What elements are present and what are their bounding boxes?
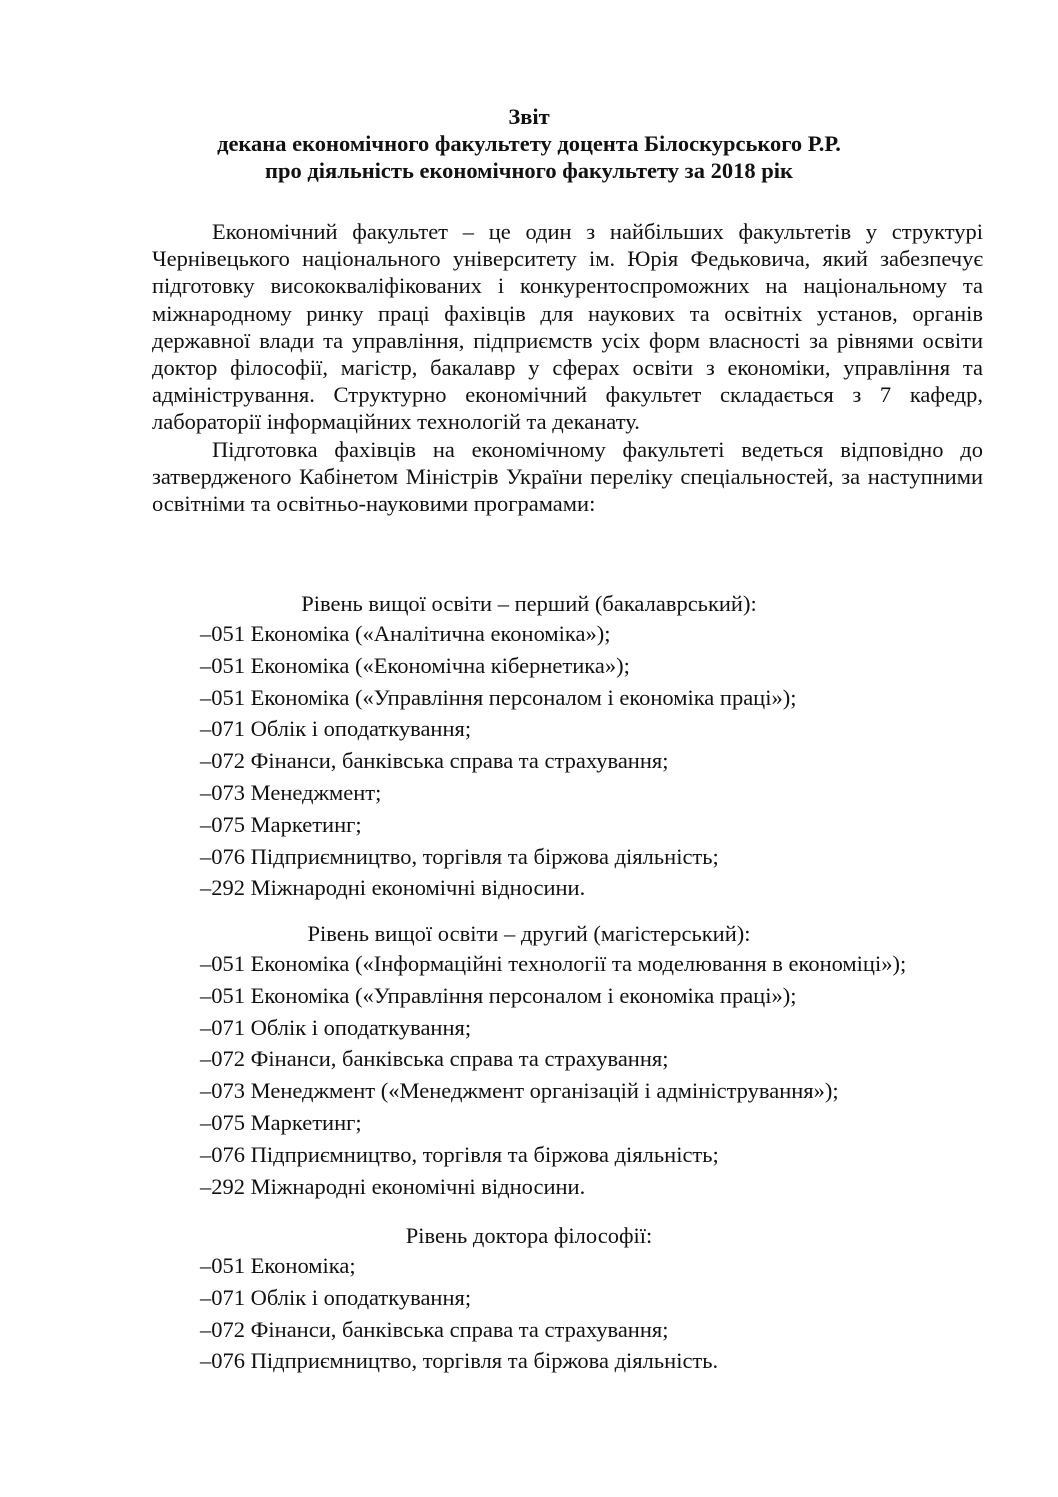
list-item: –076 Підприємництво, торгівля та біржова діяльність; — [200, 1141, 719, 1167]
report-title — [0, 103, 1058, 184]
list-item: –051 Економіка («Управління персоналом і економіка праці»); — [200, 684, 797, 710]
paragraph: Економічний факультет – це один з найбільших факультетів у структурі Чернівецького національного університету ім. Юрія Федьковича, який забезпечує підготовку висококваліфікованих і конкурентоспроможних на національному та міжнародному ринку праці фахівців для наукових та освітніх установ, органів державної влади та управління, підприємств усіх форм власності за рівнями освіти доктор філософії, магістр, бакалавр у сферах освіти з економіки, управління та адміністрування. Структурно економічний факультет складається з 7 кафедр, лабораторії інформаційних технологій та деканату. — [152, 219, 983, 435]
title-line-3: про діяльність економічного факультету за 2018 рік — [265, 158, 793, 183]
list-item: –051 Економіка («Інформаційні технології та моделювання в економіці»); — [200, 951, 907, 976]
program-list-bachelor — [200, 618, 796, 904]
list-item: –073 Менеджмент («Менеджмент організацій і адміністрування»); — [200, 1078, 839, 1104]
intro-text — [152, 218, 983, 517]
paragraph: Підготовка фахівців на економічному факультеті ведеться відповідно до затвердженого Кабінетом Міністрів України переліку спеціальностей, за наступними освітніми та освітньо-науковими програмами: — [152, 436, 983, 517]
title-line-1: Звіт — [508, 104, 550, 129]
list-item: –076 Підприємництво, торгівля та біржова діяльність. — [200, 1348, 719, 1374]
level-heading-master: Рівень вищої освіти – другий (магістерський): — [307, 921, 751, 946]
list-item: –072 Фінанси, банківська справа та страхування; — [200, 1046, 669, 1072]
program-list-master — [200, 948, 906, 1202]
list-item: –073 Менеджмент; — [200, 779, 382, 805]
level-heading-bachelor: Рівень вищої освіти – перший (бакалаврський): — [301, 591, 757, 616]
list-item: –075 Маркетинг; — [200, 1109, 362, 1135]
list-item: –051 Економіка («Управління персоналом і економіка праці»); — [200, 982, 797, 1008]
list-item: –071 Облік і оподаткування; — [200, 1014, 472, 1040]
list-item: –292 Міжнародні економічні відносини. — [200, 875, 586, 901]
list-item: –076 Підприємництво, торгівля та біржова діяльність; — [200, 843, 719, 869]
list-item: –292 Міжнародні економічні відносини. — [200, 1173, 586, 1199]
list-item: –072 Фінанси, банківська справа та страхування; — [200, 748, 669, 774]
list-item: –051 Економіка; — [200, 1253, 356, 1278]
list-item: –071 Облік і оподаткування; — [200, 1284, 472, 1310]
list-item: –071 Облік і оподаткування; — [200, 716, 472, 742]
program-list-phd — [200, 1250, 718, 1377]
list-item: –051 Економіка («Аналітична економіка»); — [200, 621, 611, 646]
level-heading-phd: Рівень доктора філософії: — [405, 1223, 653, 1248]
list-item: –051 Економіка («Економічна кібернетика»); — [200, 652, 630, 678]
list-item: –075 Маркетинг; — [200, 811, 362, 837]
title-line-2: декана економічного факультету доцента Білоскурського Р.Р. — [217, 131, 841, 156]
list-item: –072 Фінанси, банківська справа та страхування; — [200, 1316, 669, 1342]
